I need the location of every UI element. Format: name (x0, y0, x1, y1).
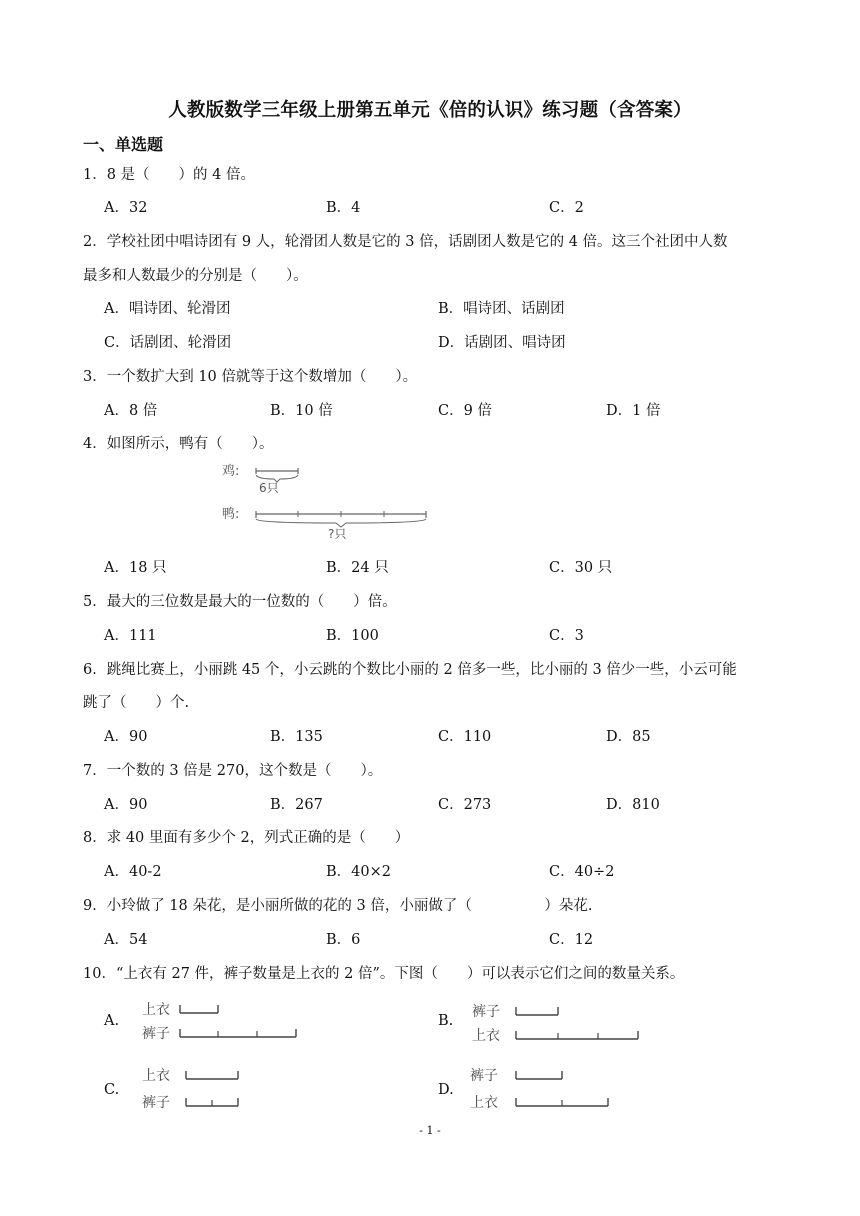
question-7-stem: 7．一个数的 3 倍是 270，这个数是（ ）。 (83, 763, 383, 779)
document-title: 人教版数学三年级上册第五单元《倍的认识》练习题（含答案） (168, 100, 692, 121)
coat-label-a: 上衣 (142, 1002, 170, 1018)
section-heading: 一、单选题 (83, 135, 164, 154)
duck-count-label: ?只 (328, 527, 347, 541)
q7-option-d[interactable]: D．810 (606, 797, 660, 813)
pants-label-b: 裤子 (472, 1004, 500, 1020)
q10-option-b[interactable]: B. (438, 1013, 454, 1029)
q10-figure-b (462, 994, 646, 1048)
q8-option-c[interactable]: C．40÷2 (549, 864, 615, 880)
q8-option-b[interactable]: B．40×2 (326, 864, 391, 880)
q6-option-a[interactable]: A．90 (104, 729, 148, 745)
question-10-stem: 10．“上衣有 27 件，裤子数量是上衣的 2 倍”。下图（ ）可以表示它们之间的数量关系。 (83, 966, 685, 982)
q3-option-c[interactable]: C．9 倍 (438, 403, 492, 419)
pants-label-a: 裤子 (142, 1026, 170, 1042)
q8-option-a[interactable]: A．40-2 (104, 864, 162, 880)
question-2-stem-line2: 最多和人数最少的分别是（ ）。 (83, 268, 308, 284)
question-4-stem: 4．如图所示，鸭有（ ）。 (83, 436, 274, 452)
q5-option-c[interactable]: C．3 (549, 628, 584, 644)
q3-option-d[interactable]: D．1 倍 (606, 403, 661, 419)
chicken-duck-diagram (218, 458, 433, 544)
question-1-stem: 1．8 是（ ）的 4 倍。 (83, 167, 256, 183)
q3-option-a[interactable]: A．8 倍 (104, 403, 158, 419)
page-number: - 1 - (419, 1124, 441, 1137)
question-6-stem-line2: 跳了（ ）个. (83, 695, 190, 711)
question-9-stem: 9．小玲做了 18 朵花，是小丽所做的花的 3 倍，小丽做了（ ）朵花. (83, 898, 593, 914)
q1-option-c[interactable]: C．2 (549, 200, 584, 216)
q4-option-c[interactable]: C．30 只 (549, 560, 613, 576)
q10-figure-a (130, 994, 310, 1048)
question-3-stem: 3．一个数扩大到 10 倍就等于这个数增加（ ）。 (83, 369, 418, 385)
q2-option-c[interactable]: C．话剧团、轮滑团 (104, 335, 232, 351)
q3-option-b[interactable]: B．10 倍 (270, 403, 333, 419)
q10-figure-c (130, 1060, 250, 1116)
q7-option-a[interactable]: A．90 (104, 797, 148, 813)
question-5-stem: 5．最大的三位数是最大的一位数的（ ）倍。 (83, 594, 397, 610)
question-8-stem: 8．求 40 里面有多少个 2，列式正确的是（ ） (83, 830, 410, 846)
q1-option-b[interactable]: B．4 (326, 200, 361, 216)
q2-option-d[interactable]: D．话剧团、唱诗团 (438, 335, 566, 351)
q6-option-b[interactable]: B．135 (270, 729, 323, 745)
coat-label-d: 上衣 (470, 1095, 498, 1111)
q10-option-c[interactable]: C. (104, 1082, 120, 1098)
q9-option-b[interactable]: B．6 (326, 932, 361, 948)
q4-option-b[interactable]: B．24 只 (326, 560, 389, 576)
q4-option-a[interactable]: A．18 只 (104, 560, 167, 576)
q7-option-c[interactable]: C．273 (438, 797, 492, 813)
pants-label-d: 裤子 (470, 1068, 498, 1084)
coat-label-b: 上衣 (472, 1028, 500, 1044)
q6-option-c[interactable]: C．110 (438, 729, 492, 745)
q9-option-c[interactable]: C．12 (549, 932, 594, 948)
coat-label-c: 上衣 (142, 1068, 170, 1084)
q1-option-a[interactable]: A．32 (104, 200, 148, 216)
q6-option-d[interactable]: D．85 (606, 729, 651, 745)
q7-option-b[interactable]: B．267 (270, 797, 323, 813)
duck-label: 鸭: (222, 507, 240, 522)
q5-option-b[interactable]: B．100 (326, 628, 379, 644)
q2-option-b[interactable]: B．唱诗团、话剧团 (438, 301, 565, 317)
question-2-stem-line1: 2．学校社团中唱诗团有 9 人，轮滑团人数是它的 3 倍，话剧团人数是它的 4 倍。这三个社团中人数 (83, 234, 728, 250)
chicken-label: 鸡: (222, 464, 240, 479)
question-6-stem-line1: 6．跳绳比赛上，小丽跳 45 个，小云跳的个数比小丽的 2 倍多一些，比小丽的 3 倍少一些，小云可能 (83, 662, 737, 678)
q10-option-a[interactable]: A. (104, 1013, 120, 1029)
q9-option-a[interactable]: A．54 (104, 932, 148, 948)
q10-figure-d (462, 1058, 622, 1116)
pants-label-c: 裤子 (142, 1095, 170, 1111)
q2-option-a[interactable]: A．唱诗团、轮滑团 (104, 301, 231, 317)
q5-option-a[interactable]: A．111 (104, 628, 157, 644)
q10-option-d[interactable]: D. (438, 1082, 454, 1098)
chicken-count-label: 6只 (259, 481, 279, 495)
